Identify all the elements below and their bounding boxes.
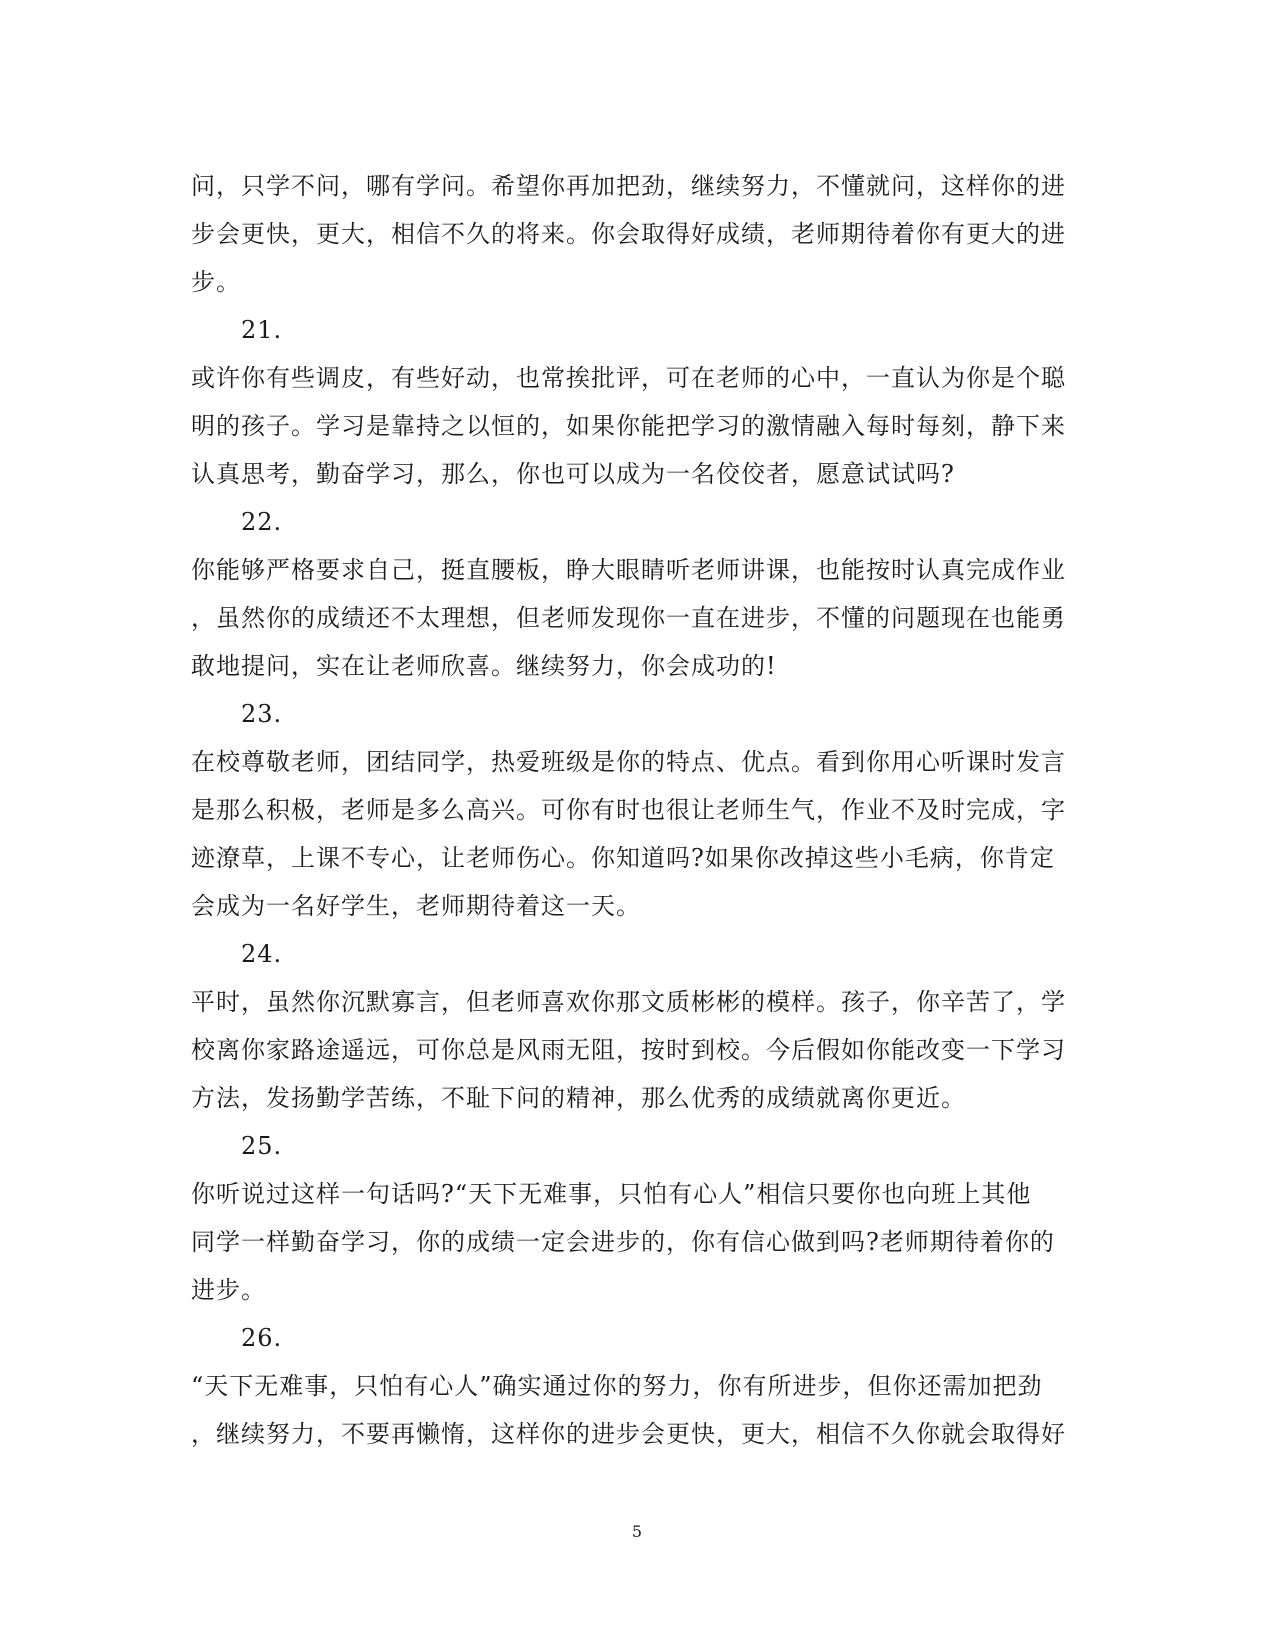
text-line: 同学一样勤奋学习，你的成绩一定会进步的，你有信心做到吗?老师期待着你的 [191, 1228, 1055, 1256]
text-line: 问，只学不问，哪有学问。希望你再加把劲，继续努力，不懂就问，这样你的进 [191, 172, 1066, 200]
text-line: 步。 [191, 268, 241, 296]
item-number: 26. [241, 1324, 283, 1352]
text-line: 进步。 [191, 1276, 266, 1304]
text-line: 方法，发扬勤学苦练，不耻下问的精神，那么优秀的成绩就离你更近。 [191, 1084, 966, 1112]
document-body [191, 162, 1071, 1458]
text-line: 在校尊敬老师，团结同学，热爱班级是你的特点、优点。看到你用心听课时发言 [191, 748, 1066, 776]
text-line: 是那么积极，老师是多么高兴。可你有时也很让老师生气，作业不及时完成，字 [191, 796, 1066, 824]
text-line: 校离你家路途遥远，可你总是风雨无阻，按时到校。今后假如你能改变一下学习 [191, 1036, 1066, 1064]
text-line: ，虽然你的成绩还不太理想，但老师发现你一直在进步，不懂的问题现在也能勇 [191, 604, 1066, 632]
text-line: 或许你有些调皮，有些好动，也常挨批评，可在老师的心中，一直认为你是个聪 [191, 364, 1066, 392]
item-number: 25. [241, 1132, 283, 1160]
text-line: 明的孩子。学习是靠持之以恒的，如果你能把学习的激情融入每时每刻，静下来 [191, 412, 1066, 440]
text-line: 你听说过这样一句话吗?“天下无难事，只怕有心人”相信只要你也向班上其他 [191, 1180, 1032, 1208]
text-line: 你能够严格要求自己，挺直腰板，睁大眼睛听老师讲课，也能按时认真完成作业 [191, 556, 1066, 584]
item-number: 21. [241, 316, 283, 344]
text-line: 步会更快，更大，相信不久的将来。你会取得好成绩，老师期待着你有更大的进 [191, 220, 1066, 248]
item-number: 22. [241, 508, 283, 536]
text-line: ，继续努力，不要再懒惰，这样你的进步会更快，更大，相信不久你就会取得好 [191, 1420, 1066, 1448]
text-line: “天下无难事，只怕有心人”确实通过你的努力，你有所进步，但你还需加把劲 [191, 1372, 1043, 1400]
text-line: 迹潦草，上课不专心，让老师伤心。你知道吗?如果你改掉这些小毛病，你肯定 [191, 844, 1055, 872]
text-line: 敢地提问，实在让老师欣喜。继续努力，你会成功的! [191, 652, 777, 680]
page-number: 5 [631, 1522, 643, 1541]
item-number: 24. [241, 940, 283, 968]
text-line: 认真思考，勤奋学习，那么，你也可以成为一名佼佼者，愿意试试吗? [191, 460, 955, 488]
text-line: 平时，虽然你沉默寡言，但老师喜欢你那文质彬彬的模样。孩子，你辛苦了，学 [191, 988, 1066, 1016]
item-number: 23. [241, 700, 283, 728]
text-line: 会成为一名好学生，老师期待着这一天。 [191, 892, 641, 920]
